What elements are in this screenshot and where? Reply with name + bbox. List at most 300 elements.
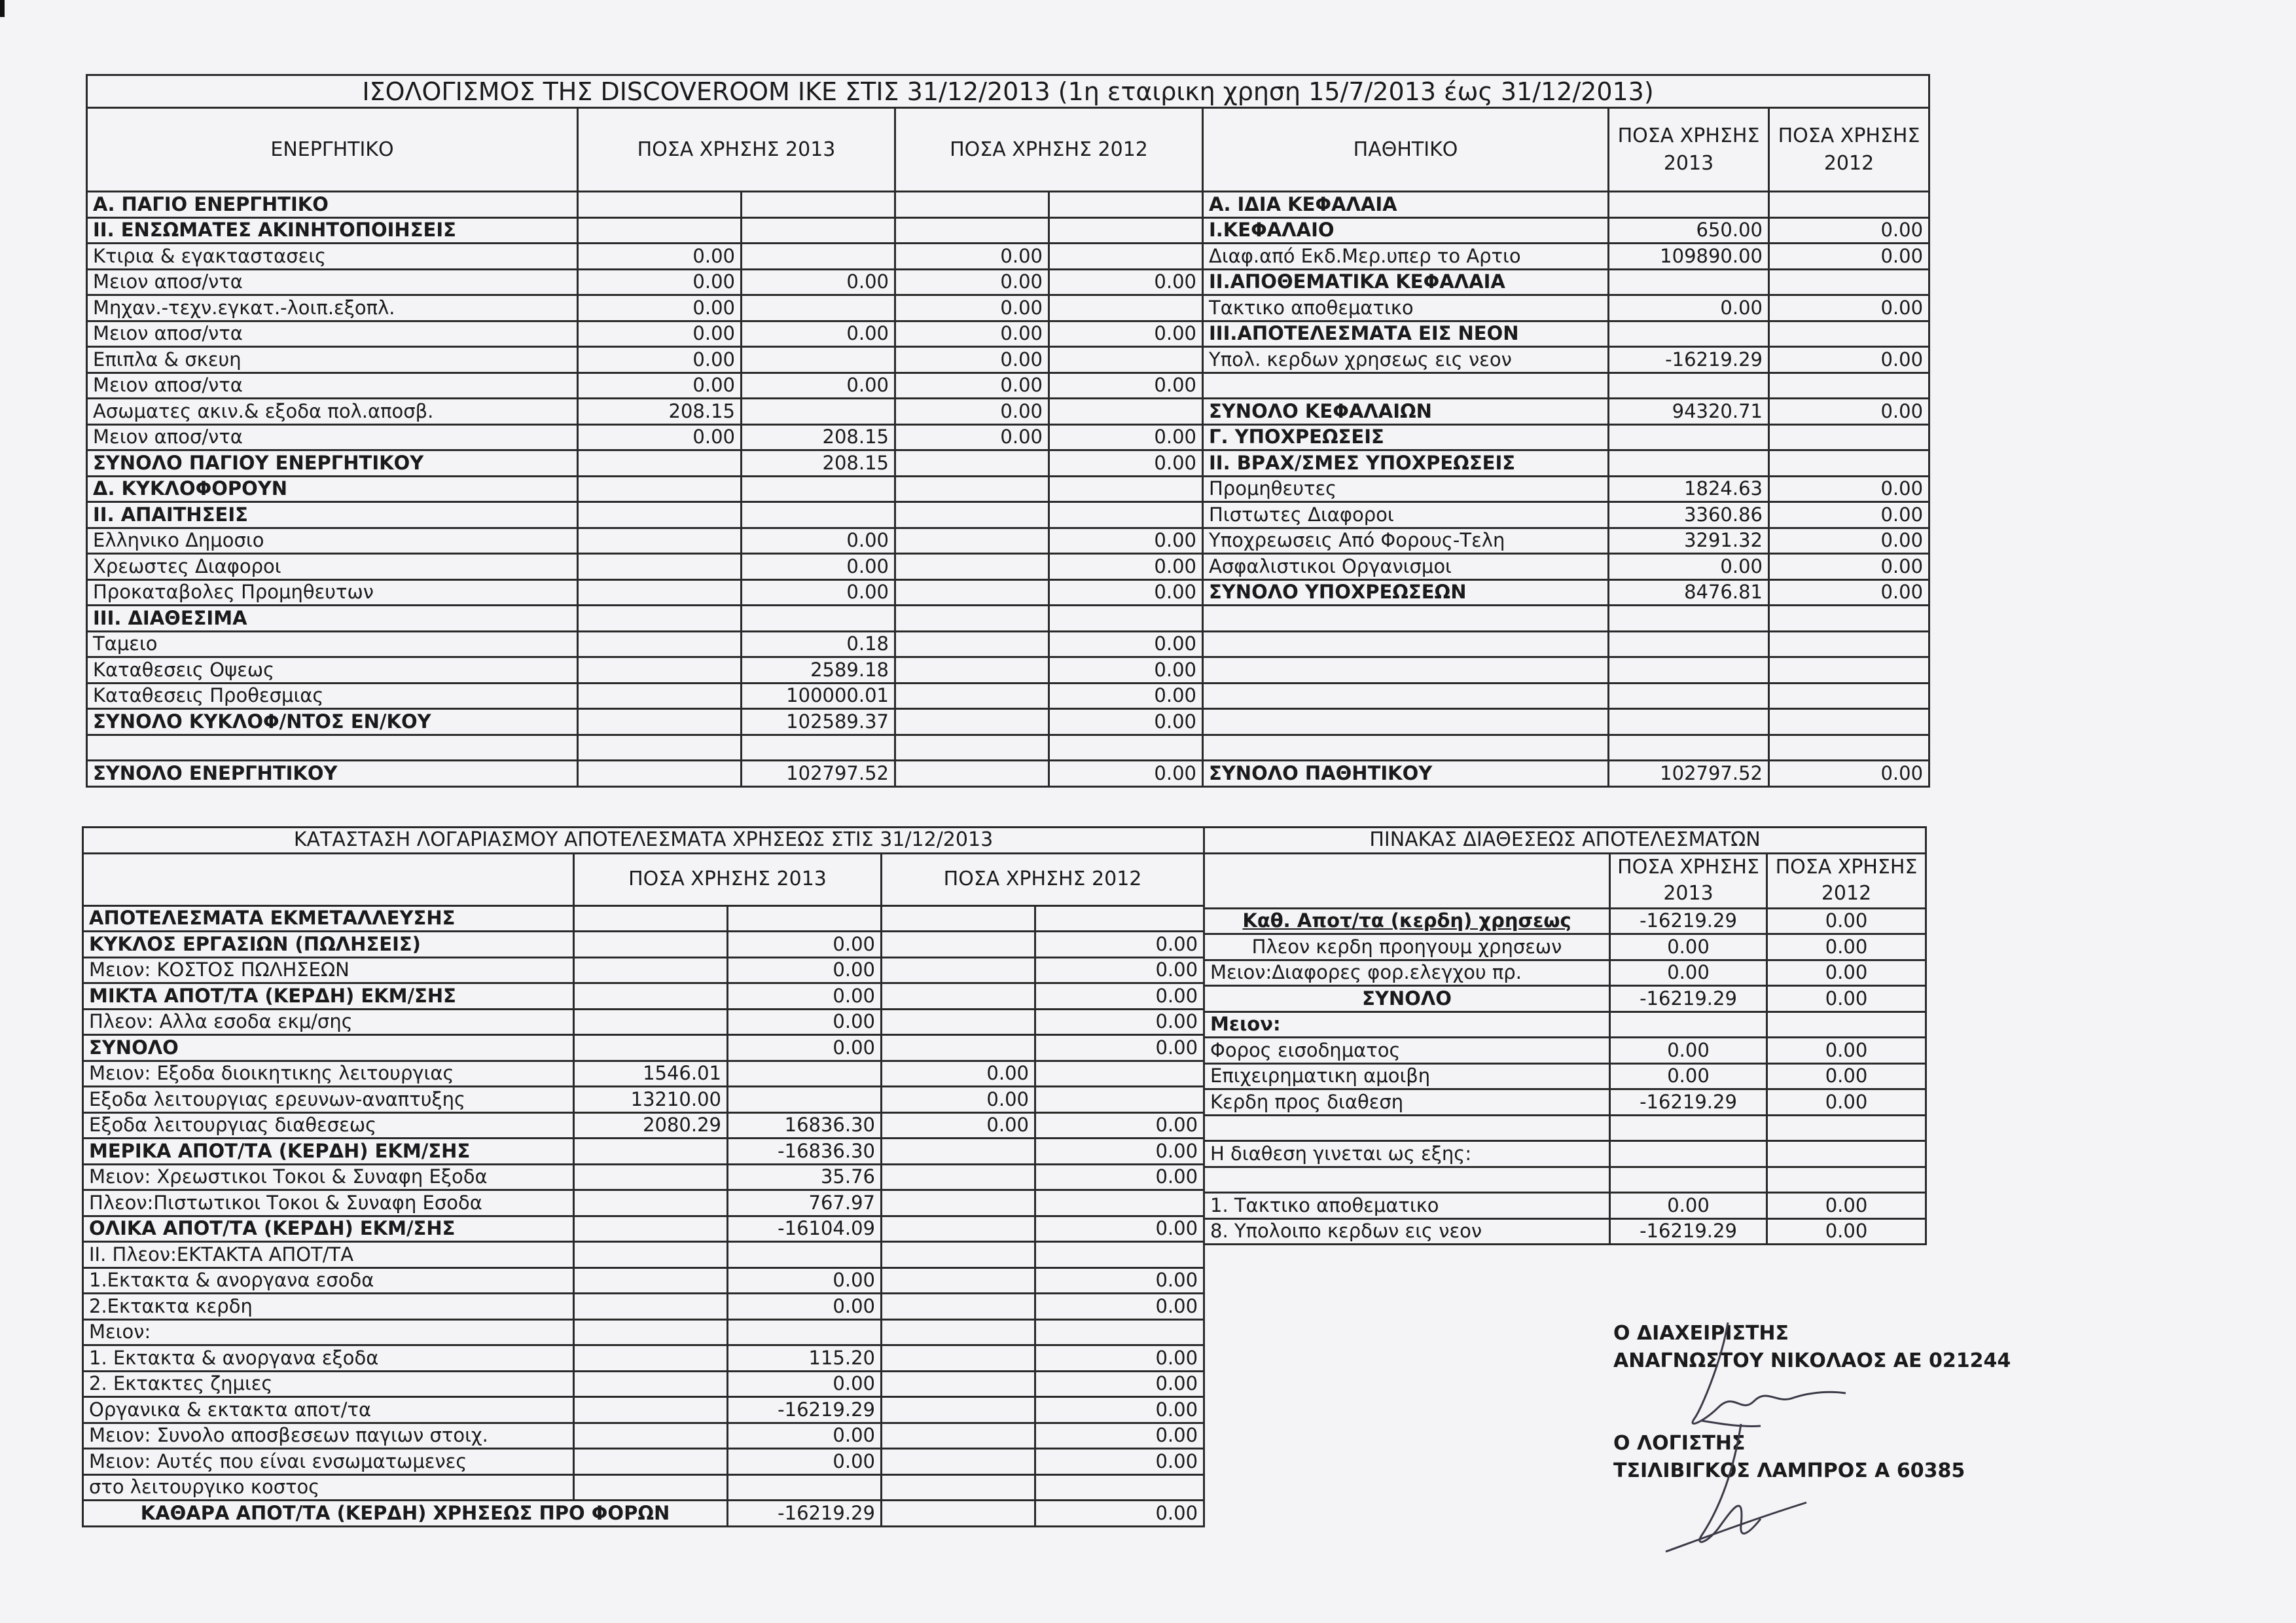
income-label: Μειον: ΚΟΣΤΟΣ ΠΩΛΗΣΕΩΝ bbox=[83, 957, 574, 983]
liability-label bbox=[1203, 606, 1609, 632]
distribution-2013-value: -16219.29 bbox=[1610, 908, 1767, 934]
table-row bbox=[87, 321, 1929, 347]
asset-2013-total: 0.00 bbox=[742, 321, 895, 347]
distribution-2012-value: 0.00 bbox=[1767, 986, 1926, 1012]
asset-2012-value: 0.00 bbox=[895, 269, 1049, 295]
asset-2013-total bbox=[742, 295, 895, 321]
liability-2013-value: -16219.29 bbox=[1609, 347, 1769, 373]
income-final-2012: 0.00 bbox=[1035, 1501, 1204, 1527]
asset-2012-value bbox=[895, 554, 1049, 580]
income-2012-value bbox=[882, 1009, 1035, 1035]
liability-label bbox=[1203, 709, 1609, 735]
asset-2012-total bbox=[1049, 476, 1203, 502]
liability-label bbox=[1203, 735, 1609, 761]
table-row bbox=[1204, 1012, 1926, 1038]
asset-2012-total bbox=[1049, 347, 1203, 373]
income-2013-value bbox=[574, 1216, 728, 1242]
income-2012-value bbox=[882, 1035, 1035, 1061]
table-row bbox=[87, 399, 1929, 425]
asset-2012-total: 0.00 bbox=[1049, 683, 1203, 709]
income-2012-total: 0.00 bbox=[1035, 1267, 1204, 1294]
income-label: Μειον: Χρεωστικοι Τοκοι & Συναφη Εξοδα bbox=[83, 1164, 574, 1190]
distribution-2013-value: 0.00 bbox=[1610, 1063, 1767, 1089]
table-row bbox=[87, 761, 1929, 787]
income-2012-value bbox=[882, 1164, 1035, 1190]
liability-label: Υπολ. κερδων χρησεως εις νεον bbox=[1203, 347, 1609, 373]
income-2012-total bbox=[1035, 1474, 1204, 1501]
asset-2013-total: 102589.37 bbox=[742, 709, 895, 735]
income-2012-value: 0.00 bbox=[882, 1112, 1035, 1139]
asset-2013-value bbox=[578, 606, 742, 632]
income-2012-total bbox=[1035, 905, 1204, 932]
income-2013-value bbox=[574, 1423, 728, 1449]
table-row bbox=[83, 1190, 1204, 1216]
table-row bbox=[1204, 1089, 1926, 1116]
income-2013-value bbox=[574, 1009, 728, 1035]
income-label: στο λειτουργικο κοστος bbox=[83, 1474, 574, 1501]
liability-2013-value bbox=[1609, 269, 1769, 295]
table-row bbox=[1204, 1038, 1926, 1064]
income-2013-total bbox=[728, 1061, 882, 1087]
table-row bbox=[83, 1164, 1204, 1190]
asset-2013-value: 0.00 bbox=[578, 321, 742, 347]
asset-label: Ταμειο bbox=[87, 631, 578, 657]
distribution-2012-value bbox=[1767, 1115, 1926, 1141]
liability-label: Ι.ΚΕΦΑΛΑΙΟ bbox=[1203, 217, 1609, 244]
income-2012-total bbox=[1035, 1319, 1204, 1345]
table-row bbox=[83, 1035, 1204, 1061]
asset-2013-total: 100000.01 bbox=[742, 683, 895, 709]
table-row bbox=[83, 983, 1204, 1010]
table-row bbox=[87, 424, 1929, 450]
asset-label: Προκαταβολες Προμηθευτων bbox=[87, 579, 578, 606]
table-row bbox=[83, 1345, 1204, 1372]
asset-2012-value bbox=[895, 450, 1049, 477]
asset-2013-value: 208.15 bbox=[578, 399, 742, 425]
distribution-2012-value: 0.00 bbox=[1767, 1063, 1926, 1089]
distribution-2012-value: 0.00 bbox=[1767, 1193, 1926, 1219]
table-row bbox=[83, 1371, 1204, 1397]
distribution-2013-value bbox=[1610, 1012, 1767, 1038]
asset-2012-value bbox=[895, 528, 1049, 554]
income-2012-total: 0.00 bbox=[1035, 1009, 1204, 1035]
income-label: ΣΥΝΟΛΟ bbox=[83, 1035, 574, 1061]
income-2013-total bbox=[728, 905, 882, 932]
income-2012-total bbox=[1035, 1087, 1204, 1113]
income-2013-value bbox=[574, 1139, 728, 1165]
income-2012-total: 0.00 bbox=[1035, 1164, 1204, 1190]
asset-label: Μειον αποσ/ντα bbox=[87, 424, 578, 450]
liability-2013-value: 650.00 bbox=[1609, 217, 1769, 244]
distribution-2013-value: -16219.29 bbox=[1610, 986, 1767, 1012]
income-2012-total: 0.00 bbox=[1035, 1112, 1204, 1139]
income-final-2012-empty bbox=[882, 1501, 1035, 1527]
income-2013-total bbox=[728, 1242, 882, 1268]
asset-2012-total bbox=[1049, 192, 1203, 218]
income-2013-total: 0.00 bbox=[728, 1267, 882, 1294]
asset-label bbox=[87, 735, 578, 761]
income-2012-header: ΠΟΣΑ ΧΡΗΣΗΣ 2012 bbox=[882, 853, 1204, 905]
table-row bbox=[87, 631, 1929, 657]
asset-2013-value bbox=[578, 683, 742, 709]
liability-2013-value: 0.00 bbox=[1609, 295, 1769, 321]
liability-2012-value: 0.00 bbox=[1769, 476, 1929, 502]
liability-label: ΣΥΝΟΛΟ ΠΑΘΗΤΙΚΟΥ bbox=[1203, 761, 1609, 787]
asset-2012-total: 0.00 bbox=[1049, 424, 1203, 450]
liability-2012-value bbox=[1769, 683, 1929, 709]
asset-2013-total: 208.15 bbox=[742, 424, 895, 450]
table-row bbox=[83, 1267, 1204, 1294]
asset-2012-total: 0.00 bbox=[1049, 579, 1203, 606]
liability-2013-value: 8476.81 bbox=[1609, 579, 1769, 606]
income-2012-value bbox=[882, 1474, 1035, 1501]
asset-2013-total: 0.00 bbox=[742, 373, 895, 399]
income-2013-total: -16836.30 bbox=[728, 1139, 882, 1165]
income-label: Μειον: Εξοδα διοικητικης λειτουργιας bbox=[83, 1061, 574, 1087]
asset-label: ΣΥΝΟΛΟ ΚΥΚΛΟΦ/ΝΤΟΣ ΕΝ/ΚΟΥ bbox=[87, 709, 578, 735]
asset-2012-total bbox=[1049, 217, 1203, 244]
income-label: ΙΙ. Πλεον:ΕΚΤΑΚΤΑ ΑΠΟΤ/ΤΑ bbox=[83, 1242, 574, 1268]
income-2012-value bbox=[882, 1190, 1035, 1216]
table-row bbox=[87, 269, 1929, 295]
income-2012-value bbox=[882, 1216, 1035, 1242]
asset-2013-value: 0.00 bbox=[578, 373, 742, 399]
distribution-2013-value: 0.00 bbox=[1610, 960, 1767, 986]
table-row bbox=[1204, 1193, 1926, 1219]
liability-label bbox=[1203, 373, 1609, 399]
asset-2012-total bbox=[1049, 606, 1203, 632]
liability-label: ΙΙΙ.ΑΠΟΤΕΛΕΣΜΑΤΑ ΕΙΣ ΝΕΟΝ bbox=[1203, 321, 1609, 347]
income-2012-total: 0.00 bbox=[1035, 1216, 1204, 1242]
income-label: Μειον: bbox=[83, 1319, 574, 1345]
income-2013-total: 0.00 bbox=[728, 1371, 882, 1397]
liability-2012-value bbox=[1769, 192, 1929, 218]
liability-2012-value bbox=[1769, 657, 1929, 684]
asset-2012-total: 0.00 bbox=[1049, 450, 1203, 477]
liability-2013-value bbox=[1609, 606, 1769, 632]
manager-title: Ο ΔΙΑΧΕΙΡΙΣΤΗΣ bbox=[1613, 1322, 1789, 1345]
distribution-label: Μειον:Διαφορες φορ.ελεγχου πρ. bbox=[1204, 960, 1610, 986]
manager-name: ΑΝΑΓΝΩΣΤΟΥ ΝΙΚΟΛΑΟΣ ΑΕ 021244 bbox=[1613, 1349, 2011, 1372]
table-row bbox=[1204, 986, 1926, 1012]
liability-2013-value bbox=[1609, 657, 1769, 684]
liability-2012-value: 0.00 bbox=[1769, 244, 1929, 270]
income-2013-value bbox=[574, 983, 728, 1010]
asset-2013-value bbox=[578, 735, 742, 761]
asset-2012-total bbox=[1049, 399, 1203, 425]
table-row bbox=[87, 244, 1929, 270]
income-2012-total: 0.00 bbox=[1035, 1345, 1204, 1372]
asset-label: Ασωματες ακιν.& εξοδα πολ.αποσβ. bbox=[87, 399, 578, 425]
asset-2013-total bbox=[742, 476, 895, 502]
asset-label: ΣΥΝΟΛΟ ΕΝΕΡΓΗΤΙΚΟΥ bbox=[87, 761, 578, 787]
asset-label: ΣΥΝΟΛΟ ΠΑΓΙΟΥ ΕΝΕΡΓΗΤΙΚΟΥ bbox=[87, 450, 578, 477]
income-2013-total bbox=[728, 1087, 882, 1113]
asset-label: ΙΙ. ΕΝΣΩΜΑΤΕΣ ΑΚΙΝΗΤΟΠΟΙΗΣΕΙΣ bbox=[87, 217, 578, 244]
table-row bbox=[83, 1474, 1204, 1501]
income-label: Εξοδα λειτουργιας διαθεσεως bbox=[83, 1112, 574, 1139]
income-2013-value: 2080.29 bbox=[574, 1112, 728, 1139]
asset-label: Μειον αποσ/ντα bbox=[87, 373, 578, 399]
income-2013-value bbox=[574, 1474, 728, 1501]
income-2012-total: 0.00 bbox=[1035, 1035, 1204, 1061]
income-2013-total: 0.00 bbox=[728, 932, 882, 958]
distribution-2012-header: ΠΟΣΑ ΧΡΗΣΗΣ 2012 bbox=[1767, 853, 1926, 908]
income-2012-total: 0.00 bbox=[1035, 1294, 1204, 1320]
assets-2012-header: ΠΟΣΑ ΧΡΗΣΗΣ 2012 bbox=[895, 108, 1203, 192]
liability-label: Τακτικο αποθεματικο bbox=[1203, 295, 1609, 321]
asset-2013-value bbox=[578, 579, 742, 606]
income-2012-total: 0.00 bbox=[1035, 957, 1204, 983]
income-2013-value bbox=[574, 1345, 728, 1372]
table-row bbox=[83, 1294, 1204, 1320]
distribution-2013-value bbox=[1610, 1167, 1767, 1193]
income-2012-value: 0.00 bbox=[882, 1087, 1035, 1113]
asset-2012-value bbox=[895, 761, 1049, 787]
income-2013-total: 16836.30 bbox=[728, 1112, 882, 1139]
asset-2013-total bbox=[742, 606, 895, 632]
asset-2013-value bbox=[578, 502, 742, 528]
income-2012-total: 0.00 bbox=[1035, 1139, 1204, 1165]
asset-label: Μηχαν.-τεχν.εγκατ.-λοιπ.εξοπλ. bbox=[87, 295, 578, 321]
asset-2013-value bbox=[578, 450, 742, 477]
table-row bbox=[87, 554, 1929, 580]
income-2013-total: 767.97 bbox=[728, 1190, 882, 1216]
distribution-label: 8. Υπολοιπο κερδων εις νεον bbox=[1204, 1218, 1610, 1245]
liability-label: Υποχρεωσεις Από Φορους-Τελη bbox=[1203, 528, 1609, 554]
income-2012-value bbox=[882, 932, 1035, 958]
liability-2012-value: 0.00 bbox=[1769, 502, 1929, 528]
liability-label: Α. ΙΔΙΑ ΚΕΦΑΛΑΙΑ bbox=[1203, 192, 1609, 218]
liability-2012-value bbox=[1769, 631, 1929, 657]
asset-2012-total: 0.00 bbox=[1049, 373, 1203, 399]
income-label: Οργανικα & εκτακτα αποτ/τα bbox=[83, 1397, 574, 1423]
scan-edge-mark bbox=[0, 0, 5, 17]
asset-2013-value: 0.00 bbox=[578, 424, 742, 450]
asset-2012-value: 0.00 bbox=[895, 347, 1049, 373]
table-row bbox=[83, 1501, 1204, 1527]
income-label: 2.Εκτακτα κερδη bbox=[83, 1294, 574, 1320]
liability-label: Πιστωτες Διαφοροι bbox=[1203, 502, 1609, 528]
table-row bbox=[1204, 908, 1926, 934]
income-2013-value bbox=[574, 957, 728, 983]
income-2013-total: 0.00 bbox=[728, 1035, 882, 1061]
income-2012-value bbox=[882, 1242, 1035, 1268]
liability-label: ΙΙ.ΑΠΟΘΕΜΑΤΙΚΑ ΚΕΦΑΛΑΙΑ bbox=[1203, 269, 1609, 295]
table-row bbox=[83, 1139, 1204, 1165]
asset-label: Μειον αποσ/ντα bbox=[87, 321, 578, 347]
income-2013-header: ΠΟΣΑ ΧΡΗΣΗΣ 2013 bbox=[574, 853, 882, 905]
table-row bbox=[83, 1449, 1204, 1475]
asset-label: Καταθεσεις Προθεσμιας bbox=[87, 683, 578, 709]
table-row bbox=[87, 502, 1929, 528]
distribution-2013-value bbox=[1610, 1141, 1767, 1167]
income-2013-value bbox=[574, 1267, 728, 1294]
income-2012-total bbox=[1035, 1061, 1204, 1087]
distribution-2013-value: 0.00 bbox=[1610, 934, 1767, 960]
asset-2013-value bbox=[578, 217, 742, 244]
asset-2013-value bbox=[578, 192, 742, 218]
income-label: 1.Εκτακτα & ανοργανα εσοδα bbox=[83, 1267, 574, 1294]
table-row bbox=[1204, 934, 1926, 960]
income-label: Μειον: Συνολο αποσβεσεων παγιων στοιχ. bbox=[83, 1423, 574, 1449]
asset-label: Ελληνικο Δημοσιο bbox=[87, 528, 578, 554]
income-label: ΑΠΟΤΕΛΕΣΜΑΤΑ ΕΚΜΕΤΑΛΛΕΥΣΗΣ bbox=[83, 905, 574, 932]
income-2012-value bbox=[882, 1397, 1035, 1423]
liability-2013-value bbox=[1609, 192, 1769, 218]
table-row bbox=[87, 579, 1929, 606]
liability-2013-value: 3291.32 bbox=[1609, 528, 1769, 554]
liability-label: ΙΙ. ΒΡΑΧ/ΣΜΕΣ ΥΠΟΧΡΕΩΣΕΙΣ bbox=[1203, 450, 1609, 477]
asset-2013-value bbox=[578, 554, 742, 580]
liability-2013-value: 102797.52 bbox=[1609, 761, 1769, 787]
table-row bbox=[87, 657, 1929, 684]
income-2013-value bbox=[574, 1242, 728, 1268]
asset-2012-total: 0.00 bbox=[1049, 709, 1203, 735]
asset-2013-value: 0.00 bbox=[578, 244, 742, 270]
income-2013-value bbox=[574, 1190, 728, 1216]
distribution-title: ΠΙΝΑΚΑΣ ΔΙΑΘΕΣΕΩΣ ΑΠΟΤΕΛΕΣΜΑΤΩΝ bbox=[1204, 828, 1926, 854]
table-row bbox=[87, 373, 1929, 399]
distribution-label bbox=[1204, 1115, 1610, 1141]
balance-sheet-table bbox=[86, 74, 1930, 788]
income-final-2013: -16219.29 bbox=[728, 1501, 882, 1527]
income-label: Πλεον:Πιστωτικοι Τοκοι & Συναφη Εσοδα bbox=[83, 1190, 574, 1216]
table-row bbox=[83, 1087, 1204, 1113]
table-row bbox=[1204, 1063, 1926, 1089]
liability-2012-value: 0.00 bbox=[1769, 217, 1929, 244]
liability-label: Ασφαλιστικοι Οργανισμοι bbox=[1203, 554, 1609, 580]
income-2012-total bbox=[1035, 1242, 1204, 1268]
liability-2013-value bbox=[1609, 373, 1769, 399]
income-2013-value: 1546.01 bbox=[574, 1061, 728, 1087]
income-2012-total: 0.00 bbox=[1035, 1371, 1204, 1397]
asset-2013-value: 0.00 bbox=[578, 295, 742, 321]
income-2012-total: 0.00 bbox=[1035, 983, 1204, 1010]
table-row bbox=[1204, 960, 1926, 986]
income-2012-value bbox=[882, 1267, 1035, 1294]
income-2012-value bbox=[882, 1345, 1035, 1372]
asset-2012-value bbox=[895, 631, 1049, 657]
distribution-label: Επιχειρηματικη αμοιβη bbox=[1204, 1063, 1610, 1089]
assets-header: ΕΝΕΡΓΗΤΙΚΟ bbox=[87, 108, 578, 192]
income-2012-value bbox=[882, 1423, 1035, 1449]
asset-2013-total: 2589.18 bbox=[742, 657, 895, 684]
liability-2012-value: 0.00 bbox=[1769, 554, 1929, 580]
income-2012-value bbox=[882, 983, 1035, 1010]
distribution-2013-value: -16219.29 bbox=[1610, 1218, 1767, 1245]
distribution-2012-value bbox=[1767, 1167, 1926, 1193]
asset-2012-value: 0.00 bbox=[895, 373, 1049, 399]
income-2013-value bbox=[574, 905, 728, 932]
liability-2013-value bbox=[1609, 735, 1769, 761]
income-label: Εξοδα λειτουργιας ερευνων-αναπτυξης bbox=[83, 1087, 574, 1113]
table-row bbox=[83, 1423, 1204, 1449]
table-row bbox=[87, 735, 1929, 761]
liability-2013-value bbox=[1609, 321, 1769, 347]
distribution-2013-header: ΠΟΣΑ ΧΡΗΣΗΣ 2013 bbox=[1610, 853, 1767, 908]
distribution-label: 1. Τακτικο αποθεματικο bbox=[1204, 1193, 1610, 1219]
income-label: ΚΥΚΛΟΣ ΕΡΓΑΣΙΩΝ (ΠΩΛΗΣΕΙΣ) bbox=[83, 932, 574, 958]
asset-2013-total bbox=[742, 347, 895, 373]
asset-2012-value: 0.00 bbox=[895, 321, 1049, 347]
liability-label: ΣΥΝΟΛΟ ΚΕΦΑΛΑΙΩΝ bbox=[1203, 399, 1609, 425]
income-2012-value bbox=[882, 1319, 1035, 1345]
distribution-2012-value: 0.00 bbox=[1767, 1038, 1926, 1064]
income-2013-value bbox=[574, 1449, 728, 1475]
asset-2013-total: 0.00 bbox=[742, 528, 895, 554]
liability-label: ΣΥΝΟΛΟ ΥΠΟΧΡΕΩΣΕΩΝ bbox=[1203, 579, 1609, 606]
asset-2013-value: 0.00 bbox=[578, 269, 742, 295]
asset-2012-value bbox=[895, 217, 1049, 244]
table-row bbox=[87, 295, 1929, 321]
distribution-2013-value: -16219.29 bbox=[1610, 1089, 1767, 1116]
asset-label: Α. ΠΑΓΙΟ ΕΝΕΡΓΗΤΙΚΟ bbox=[87, 192, 578, 218]
liability-label bbox=[1203, 683, 1609, 709]
asset-2012-total bbox=[1049, 244, 1203, 270]
distribution-label-header bbox=[1204, 853, 1610, 908]
liability-2012-value bbox=[1769, 424, 1929, 450]
liabilities-2013-header: ΠΟΣΑ ΧΡΗΣΗΣ 2013 bbox=[1609, 108, 1769, 192]
income-label: 1. Εκτακτα & ανοργανα εξοδα bbox=[83, 1345, 574, 1372]
income-2013-value bbox=[574, 1319, 728, 1345]
income-2012-total: 0.00 bbox=[1035, 932, 1204, 958]
liability-2013-value bbox=[1609, 631, 1769, 657]
asset-2012-total: 0.00 bbox=[1049, 631, 1203, 657]
distribution-2012-value: 0.00 bbox=[1767, 1089, 1926, 1116]
distribution-2012-value: 0.00 bbox=[1767, 960, 1926, 986]
liability-2013-value: 109890.00 bbox=[1609, 244, 1769, 270]
income-2013-total: 35.76 bbox=[728, 1164, 882, 1190]
income-2013-value bbox=[574, 932, 728, 958]
asset-2012-value bbox=[895, 683, 1049, 709]
liability-2012-value: 0.00 bbox=[1769, 579, 1929, 606]
asset-2013-total bbox=[742, 244, 895, 270]
income-2012-total bbox=[1035, 1190, 1204, 1216]
distribution-label: Κερδη προς διαθεση bbox=[1204, 1089, 1610, 1116]
asset-2013-total: 208.15 bbox=[742, 450, 895, 477]
asset-2013-value: 0.00 bbox=[578, 347, 742, 373]
distribution-label: Μειον: bbox=[1204, 1012, 1610, 1038]
income-2013-total: -16219.29 bbox=[728, 1397, 882, 1423]
income-label: ΟΛΙΚΑ ΑΠΟΤ/ΤΑ (ΚΕΡΔΗ) ΕΚΜ/ΣΗΣ bbox=[83, 1216, 574, 1242]
asset-2013-total: 0.00 bbox=[742, 579, 895, 606]
table-row bbox=[83, 1009, 1204, 1035]
table-row bbox=[87, 192, 1929, 218]
income-2013-value bbox=[574, 1164, 728, 1190]
asset-2012-value bbox=[895, 657, 1049, 684]
table-row bbox=[83, 1242, 1204, 1268]
asset-2012-total bbox=[1049, 735, 1203, 761]
table-row bbox=[1204, 1167, 1926, 1193]
table-row bbox=[83, 905, 1204, 932]
asset-2012-value bbox=[895, 502, 1049, 528]
income-2013-total: -16104.09 bbox=[728, 1216, 882, 1242]
liability-2012-value: 0.00 bbox=[1769, 347, 1929, 373]
asset-2012-value bbox=[895, 606, 1049, 632]
liabilities-header: ΠΑΘΗΤΙΚΟ bbox=[1203, 108, 1609, 192]
asset-2013-total bbox=[742, 399, 895, 425]
distribution-label: Η διαθεση γινεται ως εξης: bbox=[1204, 1141, 1610, 1167]
income-2012-value bbox=[882, 1449, 1035, 1475]
income-2013-total: 0.00 bbox=[728, 1449, 882, 1475]
income-statement-title: ΚΑΤΑΣΤΑΣΗ ΛΟΓΑΡΙΑΣΜΟΥ ΑΠΟΤΕΛΕΣΜΑΤΑ ΧΡΗΣΕΩΣ ΣΤΙΣ 31/12/2013 bbox=[83, 828, 1204, 854]
income-2013-total: 0.00 bbox=[728, 957, 882, 983]
income-2012-value bbox=[882, 957, 1035, 983]
liability-label: Διαφ.από Εκδ.Μερ.υπερ το Αρτιο bbox=[1203, 244, 1609, 270]
liability-2013-value: 3360.86 bbox=[1609, 502, 1769, 528]
distribution-2012-value: 0.00 bbox=[1767, 1218, 1926, 1245]
